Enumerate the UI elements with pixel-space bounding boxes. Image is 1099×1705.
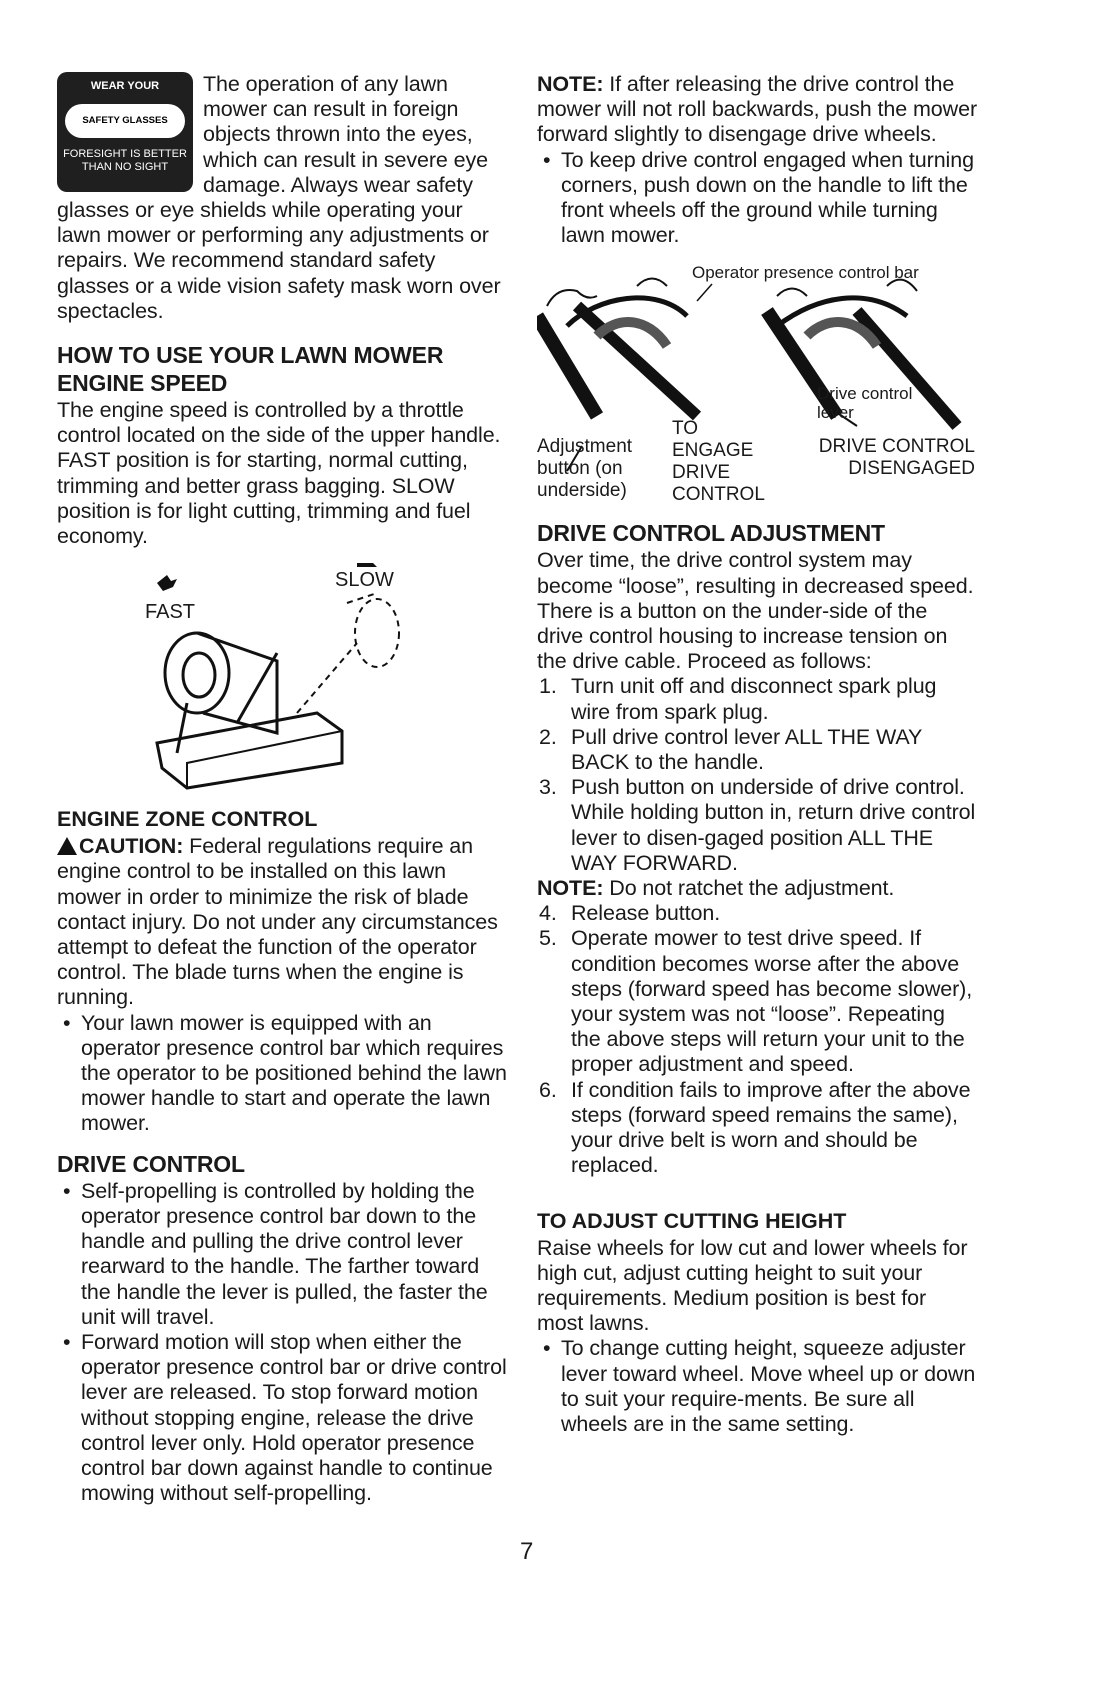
safety-intro: The operation of any lawn mower can result in foreign objects thrown into the eyes, which can result in severe eye damage. Always wear safety glasses or eye shields while operating your lawn mower or performing any adjustments or repairs. We recommend standard safety glasses or a wide vision safety mask worn over spectacles. [57, 72, 501, 323]
note2-paragraph [537, 876, 977, 901]
list-item [537, 775, 977, 876]
list-item [537, 725, 977, 775]
fast-label: FAST [145, 601, 196, 624]
heading-drive-adjustment: DRIVE CONTROL ADJUSTMENT [537, 520, 885, 547]
engage-label: TO ENGAGE DRIVE CONTROL [672, 418, 765, 506]
badge-line2: SAFETY GLASSES [65, 104, 185, 138]
list-item: • To change cutting height, squeeze adjuster lever toward wheel. Move wheel up or down to suit your require-ments. Be sure all wheels are in the same setting. [537, 1336, 977, 1437]
list-item [537, 674, 977, 724]
list-item: • To keep drive control engaged when turning corners, push down on the handle to lift the front wheels off the ground while turning lawn mower. [537, 148, 977, 249]
note-label: NOTE: [537, 72, 604, 96]
note2-label: NOTE: [537, 876, 604, 901]
note-paragraph [537, 72, 977, 148]
list-item: • Self-propelling is controlled by holding the operator presence control bar down to the handle and pulling the drive control lever rearward to the handle. The farther toward the handle the lever is pulled, the faster the unit will travel. [57, 1179, 507, 1330]
heading-how-to-use: HOW TO USE YOUR LAWN MOWER [57, 342, 444, 369]
heading-engine-zone: ENGINE ZONE CONTROL [57, 807, 318, 832]
step-text: Push button on underside of drive control. While holding button in, return drive control lever to disen-gaged position ALL THE WAY FORWARD. [571, 775, 976, 875]
engine-speed-text: The engine speed is controlled by a throttle control located on the side of the upper handle. FAST position is for starting, normal cutting, trimming and better grass bagging. SLOW position is for light cutting, trimming and fuel economy. [57, 398, 501, 549]
adjust-steps-a [537, 674, 977, 876]
badge-line3: FORESIGHT IS BETTER THAN NO SIGHT [63, 148, 187, 173]
step-text: Turn unit off and disconnect spark plug wire from spark plug. [571, 674, 937, 724]
list-item [537, 901, 977, 926]
drive-bullets [57, 1179, 507, 1507]
turtle-icon [357, 563, 377, 567]
note-bullets [537, 148, 977, 249]
page-number: 7 [520, 1538, 534, 1565]
step-number: 1. [539, 674, 557, 699]
step-number: 4. [539, 901, 557, 926]
step-number: 5. [539, 926, 557, 951]
caution-triangle-icon [57, 837, 77, 855]
left-column [57, 72, 507, 1506]
step-text: Pull drive control lever ALL THE WAY BACK to the handle. [571, 724, 922, 775]
list-item [537, 1078, 977, 1179]
heading-cutting-height: TO ADJUST CUTTING HEIGHT [537, 1208, 847, 1233]
right-column [537, 72, 977, 1437]
step-text: Release button. [571, 901, 721, 926]
heading-engine-speed: ENGINE SPEED [57, 370, 228, 397]
list-item: • Forward motion will stop when either the operator presence control bar or drive control lever are released. To stop forward motion without stopping engine, release the drive control lever only. Hold operator presence control bar down against handle to continue mowing without self-propelling. [57, 1330, 507, 1506]
step-number: 3. [539, 775, 557, 800]
heading-drive-control: DRIVE CONTROL [57, 1150, 245, 1177]
drive-control-figure [537, 256, 977, 506]
throttle-lever-illustration [117, 563, 447, 793]
height-bullets [537, 1336, 977, 1437]
disengaged-label: DRIVE CONTROL DISENGAGED [818, 436, 975, 480]
step-number: 2. [539, 724, 557, 749]
step-text: Operate mower to test drive speed. If condition becomes worse after the above steps (forward speed has become slower), your system was not “loose”. Repeating the above steps will return your unit to the proper adjustment and speed. [571, 926, 973, 1077]
caution-label: CAUTION: [79, 834, 184, 859]
step-text: If condition fails to improve after the above steps (forward speed remains the same), your drive belt is worn and should be replaced. [571, 1077, 971, 1178]
adjust-steps-b [537, 901, 977, 1178]
zone-bullets [57, 1011, 507, 1137]
list-item [537, 926, 977, 1077]
note-text: If after releasing the drive control the mower will not roll backwards, push the mower forward slightly to disengage drive wheels. [537, 72, 977, 147]
badge-line1: WEAR YOUR [90, 80, 160, 92]
caution-paragraph [57, 834, 507, 1010]
adjustment-label: Adjustment button (on underside) [537, 436, 633, 502]
throttle-figure [117, 563, 447, 793]
slow-label: SLOW [335, 569, 394, 592]
caution-text: Federal regulations require an engine control to be installed on this lawn mower in order to minimize the risk of blade contact injury. Do not under any circumstances attempt to defeat the function of the operator control. The blade turns when the engine is running. [57, 834, 498, 1010]
safety-glasses-badge [57, 72, 193, 192]
step-number: 6. [539, 1077, 557, 1102]
list-item: • Your lawn mower is equipped with an operator presence control bar which requires the operator to be positioned behind the lawn mower handle to start and operate the lawn mower. [57, 1011, 507, 1137]
drive-lever-label: Drive control lever [817, 384, 913, 423]
height-text: Raise wheels for low cut and lower wheels for high cut, adjust cutting height to suit your requirements. Medium position is best for most lawns. [537, 1235, 968, 1336]
adjust-intro: Over time, the drive control system may become “loose”, resulting in decreased speed. There is a button on the under-side of the drive control housing to increase tension on the drive cable. Proceed as follows: [537, 548, 974, 674]
note2-text: Do not ratchet the adjustment. [609, 876, 895, 901]
rabbit-icon [157, 575, 177, 591]
operator-bar-label: Operator presence control bar [692, 263, 919, 283]
